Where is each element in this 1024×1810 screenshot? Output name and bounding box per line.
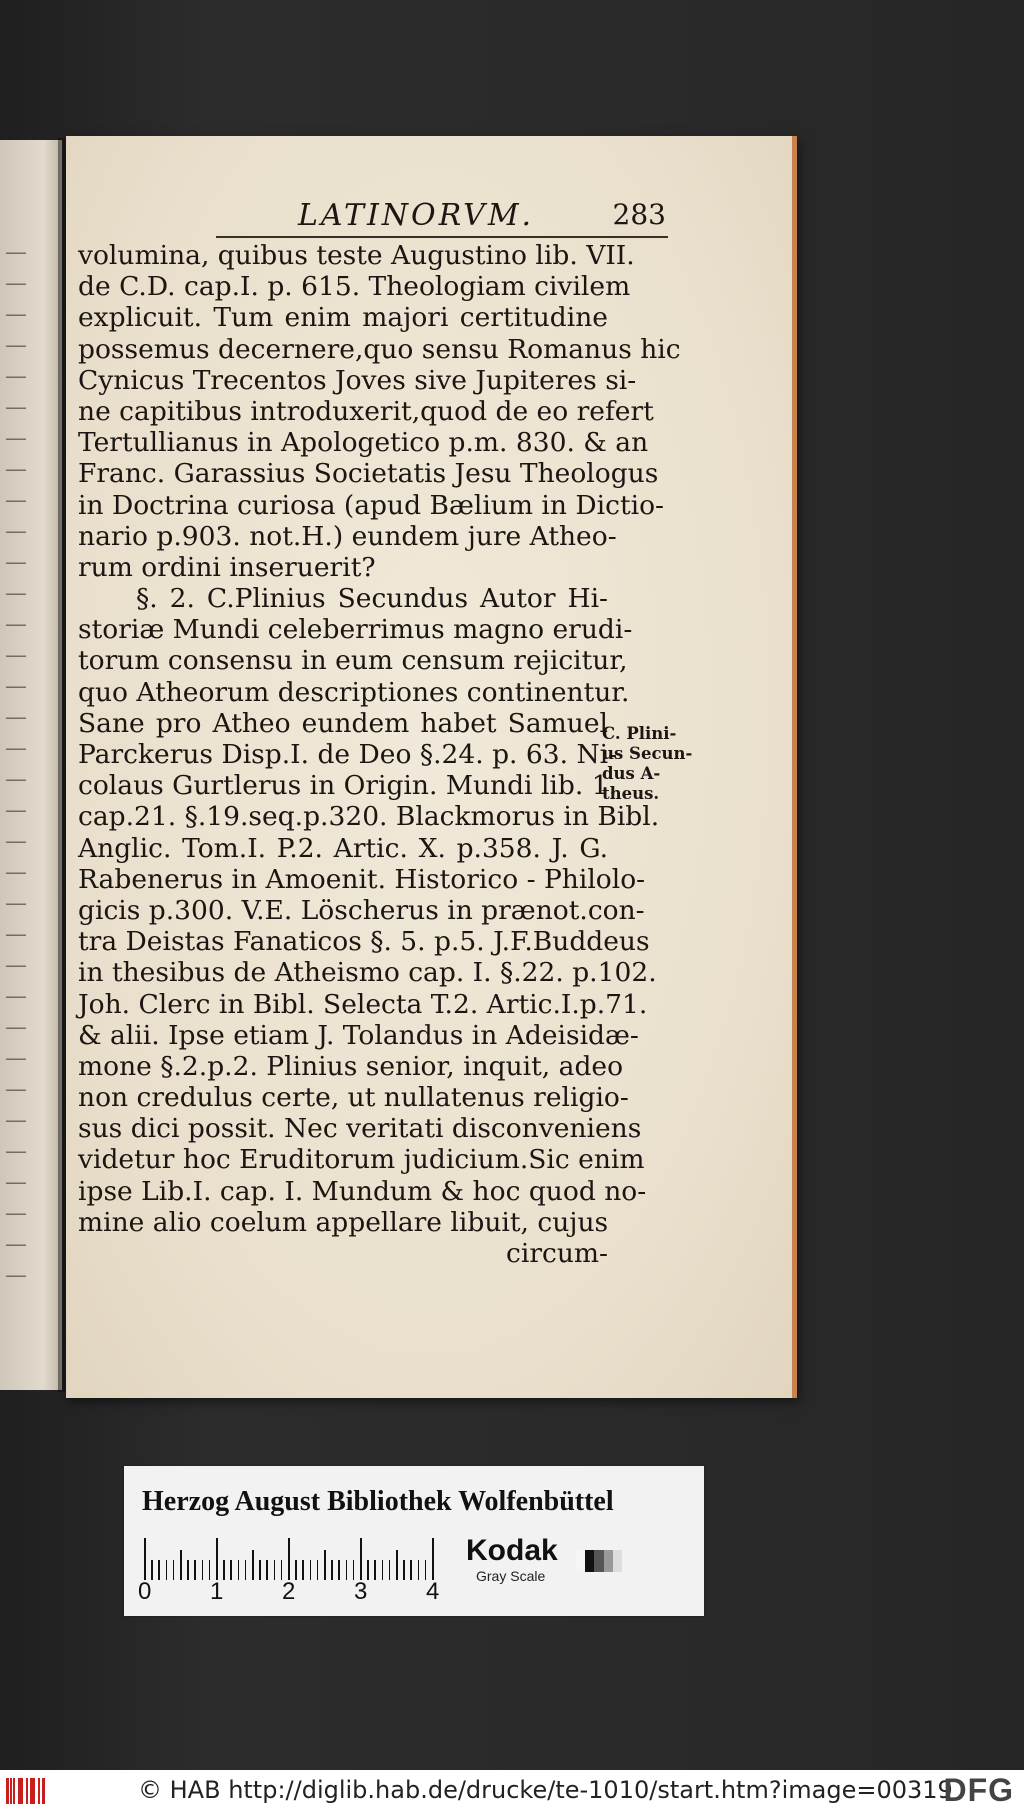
text-line: §. 2. C.Plinius Secundus Autor Hi- [136, 583, 608, 615]
text-line: sus dici possit. Nec veritati disconveniens [78, 1113, 642, 1145]
previous-page-ghost-text: — [4, 1139, 27, 1164]
ruler-tick [410, 1560, 412, 1580]
text-line: non credulus certe, ut nullatenus religio- [78, 1082, 629, 1114]
previous-page-ghost-text: — [4, 1232, 27, 1257]
text-line: Joh. Clerc in Bibl. Selecta T.2. Artic.I.p.71. [78, 988, 648, 1020]
text-line: torum consensu in eum censum rejicitur, [78, 645, 628, 677]
ruler-tick [187, 1560, 189, 1580]
ruler-tick [274, 1560, 276, 1580]
previous-page-ghost-text: — [4, 1201, 27, 1226]
ruler-tick [151, 1560, 153, 1580]
text-line: nario p.903. not.H.) eundem jure Atheo- [78, 520, 617, 552]
text-line: possemus decernere,quo sensu Romanus hic [78, 333, 681, 365]
ruler-tick [238, 1560, 240, 1580]
text-line: de C.D. cap.I. p. 615. Theologiam civilem [78, 271, 631, 303]
ruler-tick [180, 1550, 182, 1580]
previous-page-ghost-text: — [4, 767, 27, 792]
previous-page-ghost-text: — [4, 643, 27, 668]
ruler-tick [166, 1560, 168, 1580]
ruler-tick [360, 1538, 362, 1580]
ruler-tick [209, 1560, 211, 1580]
previous-page-ghost-text: — [4, 829, 27, 854]
previous-page-ghost-text: — [4, 426, 27, 451]
footer-bar [0, 1770, 1024, 1810]
text-line: in thesibus de Atheismo cap. I. §.22. p.102. [78, 957, 657, 989]
previous-page-ghost-text: — [4, 488, 27, 513]
text-line: Rabenerus in Amoenit. Historico - Philolo- [78, 863, 646, 895]
barcode-icon [6, 1778, 48, 1804]
previous-page-ghost-text: — [4, 302, 27, 327]
previous-page-ghost-text: — [4, 1077, 27, 1102]
previous-page-ghost-text: — [4, 240, 27, 265]
previous-page-ghost-text: — [4, 1263, 27, 1288]
ruler-tick [353, 1560, 355, 1580]
ruler-tick [295, 1560, 297, 1580]
ruler-tick [346, 1560, 348, 1580]
previous-page-edge [0, 140, 62, 1390]
previous-page-ghost-text: — [4, 581, 27, 606]
previous-page-ghost-text: — [4, 271, 27, 296]
ruler-tick [317, 1560, 319, 1580]
library-name: Herzog August Bibliothek Wolfenbüttel [142, 1486, 614, 1517]
color-target-card [124, 1466, 704, 1616]
text-line: Anglic. Tom.I. P.2. Artic. X. p.358. J. G. [78, 832, 608, 864]
ruler-tick [202, 1560, 204, 1580]
ruler-tick [173, 1560, 175, 1580]
ruler-number: 2 [282, 1578, 296, 1605]
text-line: ipse Lib.I. cap. I. Mundum & hoc quod no- [78, 1175, 647, 1207]
text-line: in Doctrina curiosa (apud Bælium in Dictio- [78, 489, 664, 521]
header-rule [216, 236, 668, 238]
previous-page-ghost-text: — [4, 519, 27, 544]
ruler-tick [281, 1560, 283, 1580]
ruler-number: 3 [354, 1578, 368, 1605]
ruler-tick [432, 1538, 434, 1580]
text-line: Parckerus Disp.I. de Deo §.24. p. 63. Ni- [78, 739, 618, 770]
footer-credit[interactable]: © HAB http://diglib.hab.de/drucke/te-1010/start.htm?image=00319 [138, 1776, 953, 1804]
ruler-tick [288, 1538, 290, 1580]
ruler-tick [367, 1560, 369, 1580]
text-line: Sane pro Atheo eundem habet Samuel [78, 707, 608, 739]
previous-page-ghost-text: — [4, 922, 27, 947]
text-line: quo Atheorum descriptiones continentur. [78, 676, 630, 708]
dfg-logo-icon: DFG [943, 1772, 1014, 1808]
marginal-note [602, 724, 692, 804]
previous-page-ghost-text: — [4, 798, 27, 823]
previous-page-ghost-text: — [4, 395, 27, 420]
ruler-scale [144, 1536, 444, 1580]
previous-page-ghost-text: — [4, 550, 27, 575]
text-line: Cynicus Trecentos Joves sive Jupiteres si- [78, 364, 637, 396]
text-line: mine alio coelum appellare libuit, cujus [78, 1206, 609, 1238]
text-line: rum ordini inseruerit? [78, 551, 376, 583]
previous-page-ghost-text: — [4, 1108, 27, 1133]
gray-scale-label: Gray Scale [476, 1568, 546, 1584]
ruler-number: 1 [210, 1578, 224, 1605]
previous-page-ghost-text: — [4, 891, 27, 916]
ruler-tick [403, 1560, 405, 1580]
text-line: explicuit. Tum enim majori certitudine [78, 302, 608, 334]
text-line: ne capitibus introduxerit,quod de eo refert [78, 395, 654, 427]
ruler-tick [396, 1550, 398, 1580]
ruler-tick [158, 1560, 160, 1580]
ruler-tick [324, 1550, 326, 1580]
ruler-number: 0 [138, 1578, 152, 1605]
previous-page-ghost-text: — [4, 860, 27, 885]
ruler-number: 4 [426, 1578, 440, 1605]
previous-page-ghost-text: — [4, 705, 27, 730]
ruler-tick [425, 1560, 427, 1580]
ruler-tick [144, 1538, 146, 1580]
previous-page-ghost-text: — [4, 1170, 27, 1195]
ruler-tick [310, 1560, 312, 1580]
ruler-tick [266, 1560, 268, 1580]
ruler-tick [374, 1560, 376, 1580]
ruler-tick [418, 1560, 420, 1580]
marginal-note-line: C. Plini- [602, 724, 677, 743]
previous-page-ghost-text: — [4, 333, 27, 358]
previous-page-ghost-text: — [4, 674, 27, 699]
previous-page-ghost-text: — [4, 457, 27, 482]
ruler-tick [389, 1560, 391, 1580]
previous-page-ghost-text: — [4, 984, 27, 1009]
ruler-tick [382, 1560, 384, 1580]
ruler-tick [230, 1560, 232, 1580]
text-line: cap.21. §.19.seq.p.320. Blackmorus in Bibl. [78, 801, 660, 833]
header-title: LATINORVM. [298, 198, 535, 233]
text-line: & alii. Ipse etiam J. Tolandus in Adeisidæ- [78, 1019, 639, 1051]
marginal-note-line: dus A- [602, 764, 661, 783]
ruler-tick [245, 1560, 247, 1580]
text-line: colaus Gurtlerus in Origin. Mundi lib. 1. [78, 770, 617, 802]
running-header [216, 198, 666, 234]
ruler-tick [302, 1560, 304, 1580]
marginal-note-line: theus. [602, 784, 660, 803]
ruler-numbers [138, 1578, 468, 1608]
ruler-tick [194, 1560, 196, 1580]
previous-page-ghost-text: — [4, 736, 27, 761]
text-line: videtur hoc Eruditorum judicium.Sic enim [78, 1144, 645, 1176]
text-line: Franc. Garassius Societatis Jesu Theologus [78, 458, 659, 490]
previous-page-ghost-text: — [4, 612, 27, 637]
gray-patches [576, 1550, 622, 1572]
ruler-tick [259, 1560, 261, 1580]
text-line: circum- [506, 1238, 608, 1269]
text-line: volumina, quibus teste Augustino lib. VII. [78, 240, 635, 271]
book-page [66, 136, 797, 1398]
kodak-brand: Kodak [466, 1534, 558, 1567]
previous-page-ghost-text: — [4, 1015, 27, 1040]
ruler-tick [331, 1560, 333, 1580]
previous-page-ghost-text: — [4, 953, 27, 978]
text-line: gicis p.300. V.E. Löscherus in prænot.con- [78, 894, 645, 926]
text-line: tra Deistas Fanaticos §. 5. p.5. J.F.Buddeus [78, 926, 650, 958]
ruler-tick [216, 1538, 218, 1580]
ruler-tick [338, 1560, 340, 1580]
ruler-tick [223, 1560, 225, 1580]
page-number: 283 [612, 198, 666, 231]
text-line: Tertullianus in Apologetico p.m. 830. & an [78, 427, 649, 459]
text-line: storiæ Mundi celeberrimus magno erudi- [78, 614, 633, 646]
ruler-tick [252, 1550, 254, 1580]
text-line: mone §.2.p.2. Plinius senior, inquit, adeo [78, 1050, 624, 1082]
previous-page-ghost-text: — [4, 364, 27, 389]
previous-page-ghost-text: — [4, 1046, 27, 1071]
marginal-note-line: us Secun- [602, 744, 693, 763]
